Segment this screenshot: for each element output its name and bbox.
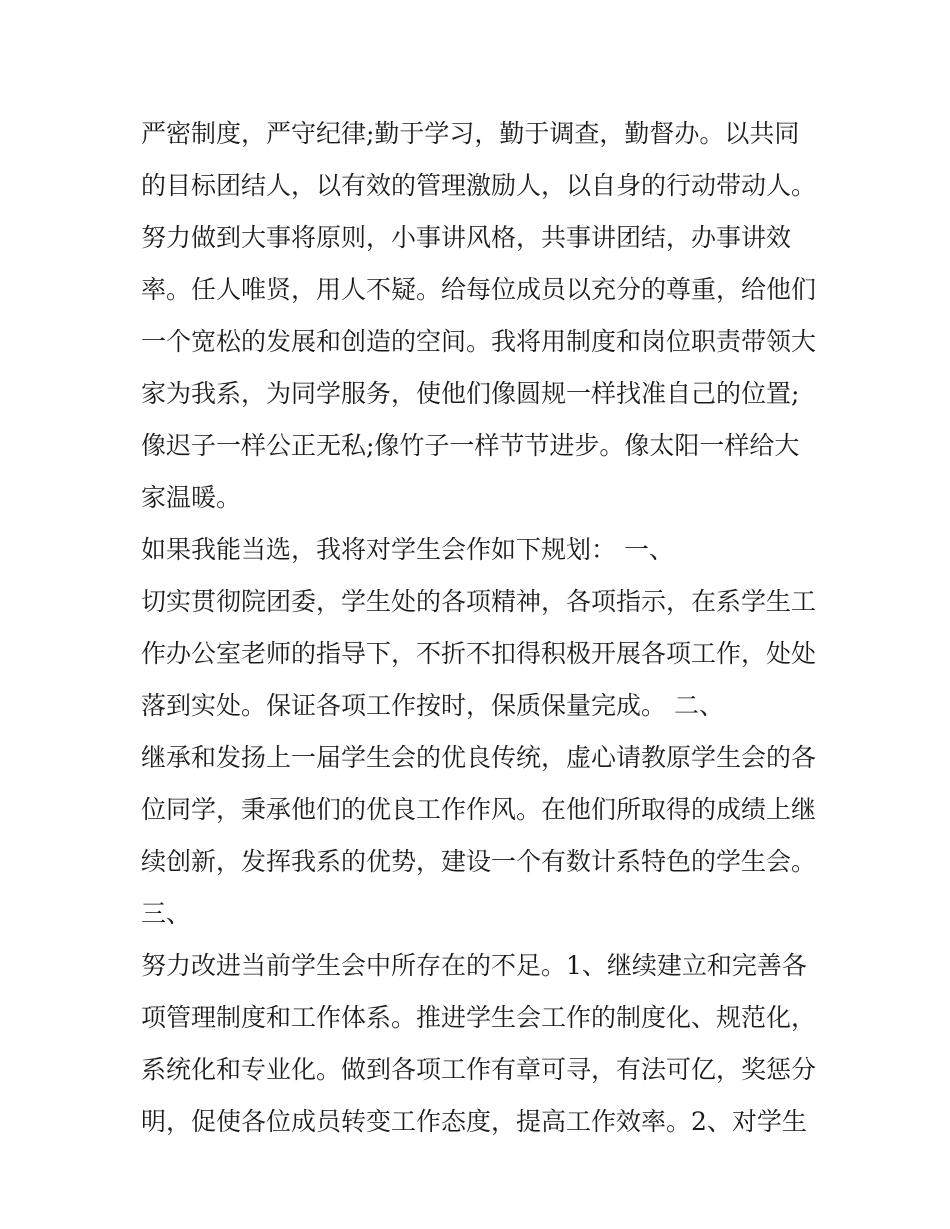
text-line: 切实贯彻院团委，学生处的各项精神，各项指示，在系学生工 [141,587,817,616]
text-line: 作办公室老师的指导下，不折不扣得积极开展各项工作，处处 [141,639,817,668]
text-line: 严密制度，严守纪律;勤于学习，勤于调查，勤督办。以共同 [141,119,800,148]
text-line: 率。任人唯贤，用人不疑。给每位成员以充分的尊重，给他们 [141,275,817,304]
text-line: 努力改进当前学生会中所存在的不足。1、继续建立和完善各 [141,951,807,980]
text-line: 像迟子一样公正无私;像竹子一样节节进步。像太阳一样给大 [141,431,800,460]
text-line: 一个宽松的发展和创造的空间。我将用制度和岗位职责带领大 [141,327,817,356]
text-line: 落到实处。保证各项工作按时，保质保量完成。 二、 [141,691,724,720]
text-line: 家为我系，为同学服务，使他们像圆规一样找准自己的位置; [141,379,800,408]
text-line: 明，促使各位成员转变工作态度，提高工作效率。2、对学生 [141,1107,807,1136]
text-line: 如果我能当选，我将对学生会作如下规划： 一、 [141,535,674,564]
text-line: 位同学，秉承他们的优良工作作风。在他们所取得的成绩上继 [141,795,817,824]
text-line: 继承和发扬上一届学生会的优良传统，虚心请教原学生会的各 [141,743,817,772]
text-line: 续创新，发挥我系的优势，建设一个有数计系特色的学生会。 [141,847,817,876]
text-line: 三、 [141,899,192,928]
body-text [141,108,821,1148]
text-line: 努力做到大事将原则，小事讲风格，共事讲团结，办事讲效 [141,223,792,252]
text-line: 家温暖。 [141,483,242,512]
text-line: 项管理制度和工作体系。推进学生会工作的制度化、规范化， [141,1003,817,1032]
text-line: 系统化和专业化。做到各项工作有章可寻，有法可亿，奖惩分 [141,1055,817,1084]
text-line: 的目标团结人，以有效的管理激励人，以自身的行动带动人。 [141,171,817,200]
